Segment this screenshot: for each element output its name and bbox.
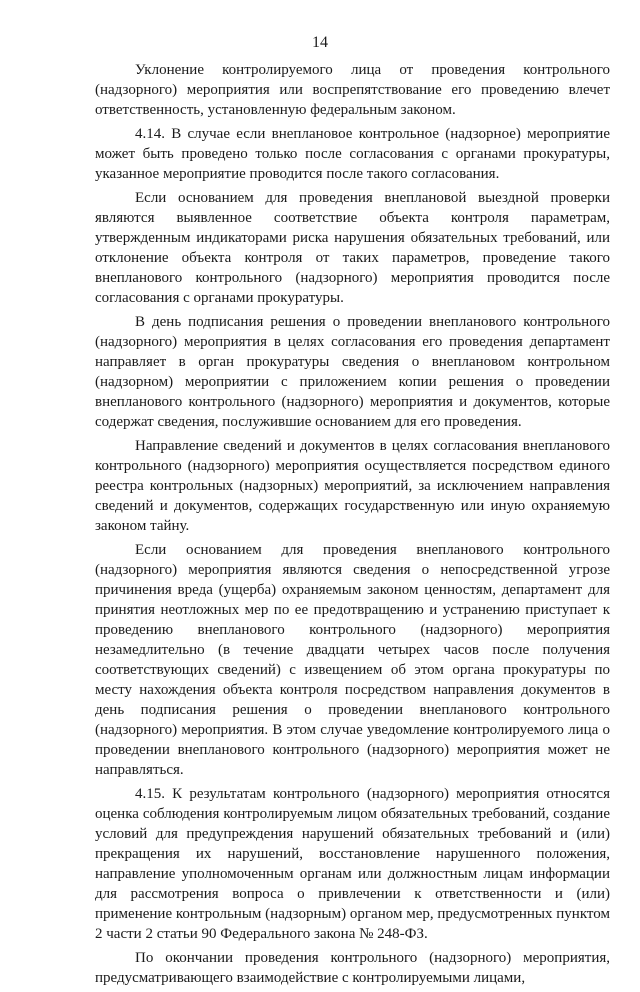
page-number: 14 <box>312 34 328 51</box>
paragraph-imminent-threat: Если основанием для проведения внепланового контрольного (надзорного) мероприятия являются сведения о непосредственной угрозе причинения вреда (ущерба) охраняемым законом ценностям, департамент для принятия неотложных мер по ее предотвращению и устранению приступает к проведению внепланового контрольного (надзорного) мероприятия незамедлительно (в течение двадцати четырех часов после получения соответствующих сведений) с извещением об этом органа прокуратуры по месту нахождения объекта контроля посредством направления документов в день подписания решения о проведении внепланового контрольного (надзорного) мероприятия. В этом случае уведомление контролируемого лица о проведении внепланового контрольного (надзорного) мероприятия может не направляться. <box>95 542 610 778</box>
paragraph-4-14: 4.14. В случае если внеплановое контрольное (надзорное) мероприятие может быть проведено только после согласования с органами прокуратуры, указанное мероприятие проводится после такого согласования. <box>95 126 610 182</box>
paragraph-completion: По окончании проведения контрольного (надзорного) мероприятия, предусматривающего взаимодействие с контролируемыми лицами, <box>95 950 610 986</box>
document-body <box>95 60 610 992</box>
paragraph-signing-day-notification: В день подписания решения о проведении внепланового контрольного (надзорного) мероприятия в целях согласования его проведения департамент направляет в орган прокуратуры сведения о внеплановом контрольном (надзорном) мероприятии с приложением копии решения о проведении внепланового контрольного (надзорного) мероприятия и документов, которые содержат сведения, послужившие основанием для его проведения. <box>95 314 610 430</box>
paragraph-registry-submission: Направление сведений и документов в целях согласования внепланового контрольного (надзорного) мероприятия осуществляется посредством единого реестра контрольных (надзорных) мероприятий, за исключением направления сведений и документов, содержащих государственную или иную охраняемую законом тайну. <box>95 438 610 534</box>
paragraph-evasion-liability: Уклонение контролируемого лица от проведения контрольного (надзорного) мероприятия или воспрепятствование его проведению влечет ответственность, установленную федеральным законом. <box>95 62 610 118</box>
paragraph-4-15: 4.15. К результатам контрольного (надзорного) мероприятия относятся оценка соблюдения контролируемым лицом обязательных требований, создание условий для предупреждения нарушений обязательных требований и (или) прекращения их нарушений, восстановление нарушенного положения, направление уполномоченным органам или должностным лицам информации для рассмотрения вопроса о привлечении к ответственности и (или) применение контрольным (надзорным) органом мер, предусмотренных пунктом 2 части 2 статьи 90 Федерального закона № 248-ФЗ. <box>95 786 610 942</box>
paragraph-unscheduled-onsite-inspection: Если основанием для проведения внеплановой выездной проверки являются выявленное соответствие объекта контроля параметрам, утвержденным индикаторами риска нарушения обязательных требований, или отклонение объекта контроля от таких параметров, проведение такого внепланового контрольного (надзорного) мероприятия проводится после согласования с органами прокуратуры. <box>95 190 610 306</box>
